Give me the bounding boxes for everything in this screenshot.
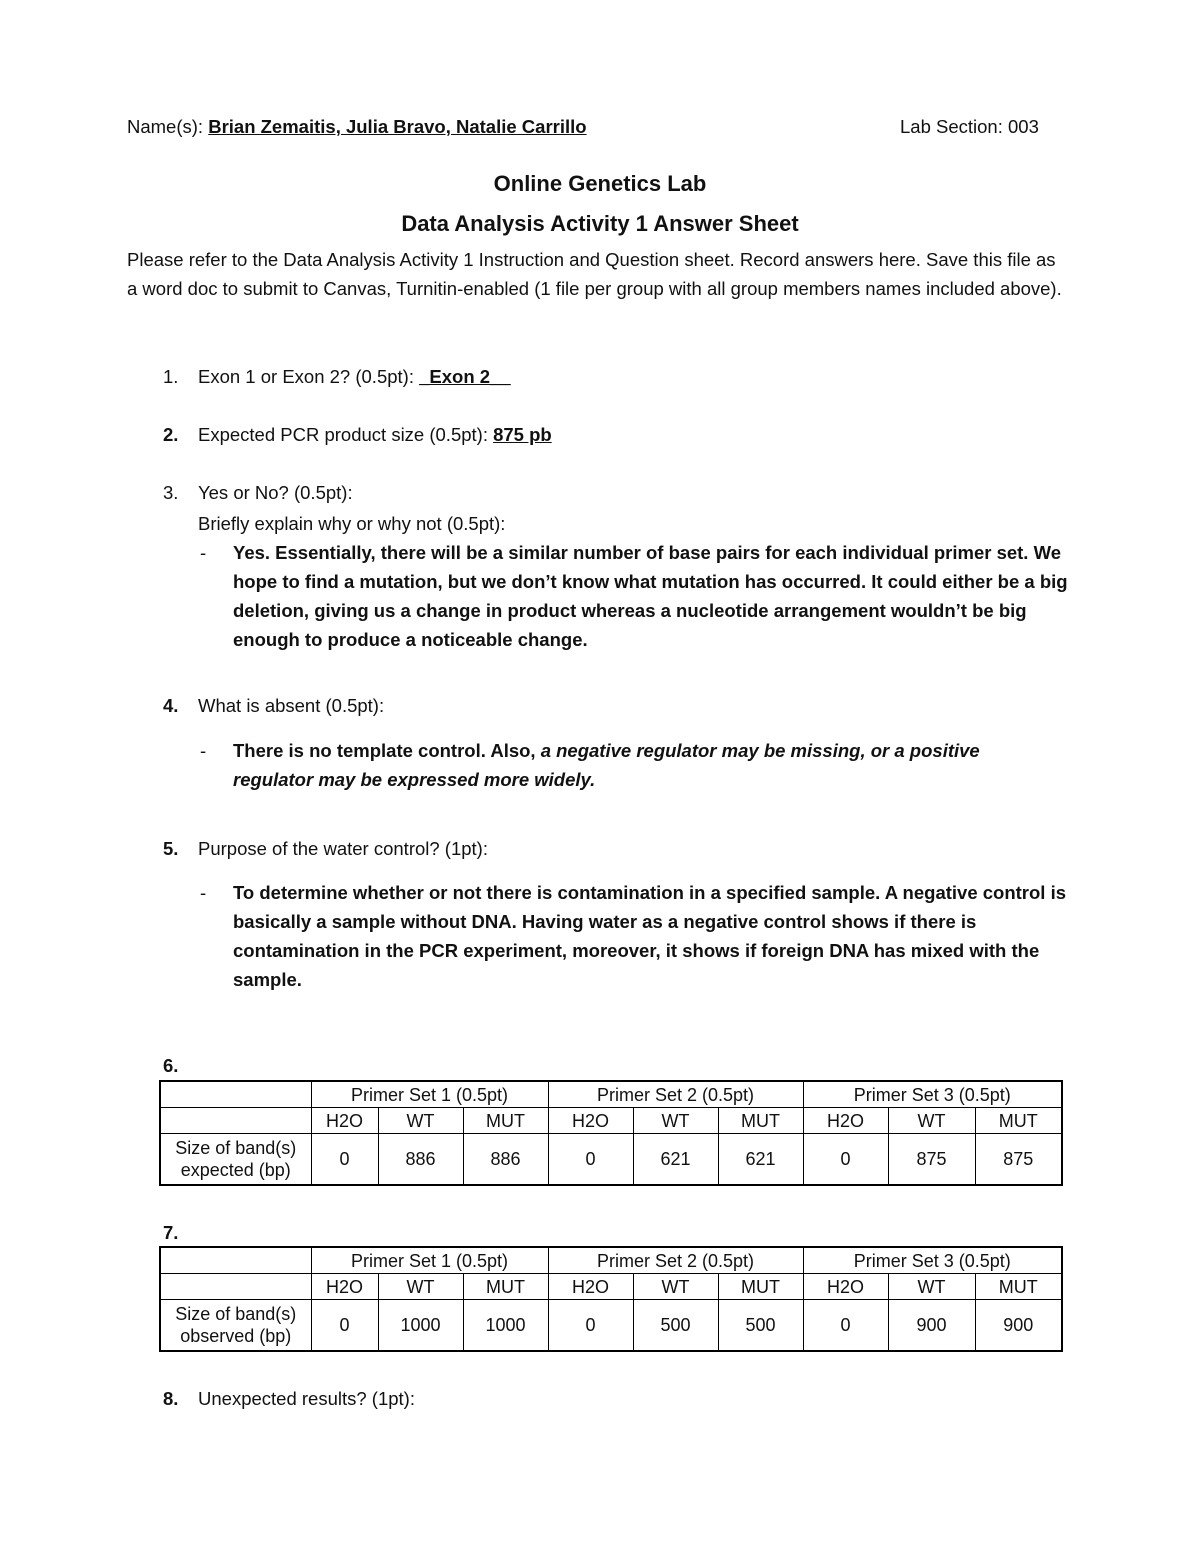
column-header: WT (633, 1108, 718, 1134)
column-header: WT (378, 1108, 463, 1134)
empty-cell (160, 1081, 311, 1108)
q1-line (198, 366, 511, 388)
q4-answer-italic: a negative regulator may be missing, or a positive regulator may be expressed more widely. (233, 740, 980, 790)
q2-answer: 875 pb (493, 424, 552, 445)
q5-number: 5. (163, 838, 179, 859)
q6-number: 6. (163, 1055, 179, 1076)
column-header: H2O (548, 1108, 633, 1134)
q3-answer: Yes. Essentially, there will be a similar number of base pairs for each individual primer set. We hope to find a mutation, but we don’t know what mutation has occurred. It could either be a big deletion, giving us a change in product whereas a nucleotide arrangement wouldn’t be big enough to produce a noticeable change. (233, 542, 1068, 650)
empty-cell (160, 1247, 311, 1274)
table-cell: 500 (718, 1300, 803, 1352)
observed-bands-table (159, 1246, 1063, 1352)
table-header-row (160, 1247, 1062, 1274)
q1-number: 1. (163, 366, 179, 387)
page-title: Online Genetics Lab (493, 171, 707, 196)
q4-dash: - (200, 740, 207, 761)
table-cell: 0 (548, 1134, 633, 1186)
primer-set-header: Primer Set 2 (0.5pt) (548, 1247, 803, 1274)
table-cell: 0 (803, 1134, 888, 1186)
q2-line (198, 424, 552, 446)
column-header: WT (888, 1108, 975, 1134)
table-cell: 900 (975, 1300, 1062, 1352)
q7-number: 7. (163, 1222, 179, 1243)
q4-prompt: What is absent (0.5pt): (198, 695, 385, 716)
q5-answer: To determine whether or not there is contamination in a specified sample. A negative control is basically a sample without DNA. Having water as a negative control shows if there is contamination in the PCR experiment, moreover, it shows if foreign DNA has mixed with the sample. (233, 882, 1067, 990)
table-cell: 1000 (378, 1300, 463, 1352)
column-header: WT (888, 1274, 975, 1300)
column-header: WT (633, 1274, 718, 1300)
names-value: Brian Zemaitis, Julia Bravo, Natalie Carrillo (208, 116, 587, 137)
q8-prompt: Unexpected results? (1pt): (198, 1388, 415, 1409)
table-cell: 900 (888, 1300, 975, 1352)
row-label: Size of band(s) observed (bp) (160, 1300, 311, 1352)
table-cell: 886 (463, 1134, 548, 1186)
table-cell: 875 (888, 1134, 975, 1186)
column-header: MUT (975, 1274, 1062, 1300)
lab-section: Lab Section: 003 (900, 116, 1039, 137)
table-cell: 1000 (463, 1300, 548, 1352)
expected-bands-table (159, 1080, 1063, 1186)
q2-prompt: Expected PCR product size (0.5pt): (198, 424, 494, 445)
q3-prompt: Yes or No? (0.5pt): (198, 482, 353, 503)
table-cell: 0 (548, 1300, 633, 1352)
q2-number: 2. (163, 424, 179, 445)
column-header: MUT (463, 1108, 548, 1134)
primer-set-header: Primer Set 1 (0.5pt) (311, 1247, 548, 1274)
page-subtitle: Data Analysis Activity 1 Answer Sheet (401, 211, 799, 236)
column-header: H2O (803, 1108, 888, 1134)
q8-number: 8. (163, 1388, 179, 1409)
q1-prompt: Exon 1 or Exon 2? (0.5pt): (198, 366, 420, 387)
table-subheader-row (160, 1274, 1062, 1300)
q3-number: 3. (163, 482, 179, 503)
primer-set-header: Primer Set 1 (0.5pt) (311, 1081, 548, 1108)
column-header: H2O (311, 1108, 378, 1134)
table-row (160, 1300, 1062, 1352)
table-row (160, 1134, 1062, 1186)
table-cell: 886 (378, 1134, 463, 1186)
q3-sub-prompt: Briefly explain why or why not (0.5pt): (198, 513, 506, 534)
table-cell: 0 (803, 1300, 888, 1352)
row-label: Size of band(s) expected (bp) (160, 1134, 311, 1186)
q5-dash: - (200, 882, 207, 903)
intro-paragraph: Please refer to the Data Analysis Activity 1 Instruction and Question sheet. Record answers here. Save this file as a word doc to submit to Canvas, Turnitin-enabled (1 file per group with all group members names included above). (127, 249, 1062, 299)
q1-answer: _Exon 2__ (419, 366, 511, 387)
q4-number: 4. (163, 695, 179, 716)
names-label: Name(s): (127, 116, 209, 137)
table-cell: 0 (311, 1134, 378, 1186)
table-cell: 0 (311, 1300, 378, 1352)
primer-set-header: Primer Set 3 (0.5pt) (803, 1081, 1062, 1108)
q4-answer (233, 736, 1033, 794)
primer-set-header: Primer Set 3 (0.5pt) (803, 1247, 1062, 1274)
q3-dash: - (200, 542, 207, 563)
primer-set-header: Primer Set 2 (0.5pt) (548, 1081, 803, 1108)
column-header: H2O (311, 1274, 378, 1300)
column-header: MUT (718, 1108, 803, 1134)
column-header: MUT (975, 1108, 1062, 1134)
table-cell: 621 (633, 1134, 718, 1186)
q4-answer-plain: There is no template control. Also, (233, 740, 541, 761)
column-header: MUT (718, 1274, 803, 1300)
column-header: H2O (803, 1274, 888, 1300)
column-header: MUT (463, 1274, 548, 1300)
table-subheader-row (160, 1108, 1062, 1134)
column-header: H2O (548, 1274, 633, 1300)
column-header: WT (378, 1274, 463, 1300)
table-cell: 621 (718, 1134, 803, 1186)
empty-cell (160, 1108, 311, 1134)
table-cell: 500 (633, 1300, 718, 1352)
table-header-row (160, 1081, 1062, 1108)
empty-cell (160, 1274, 311, 1300)
q5-prompt: Purpose of the water control? (1pt): (198, 838, 488, 859)
table-cell: 875 (975, 1134, 1062, 1186)
names-line (127, 116, 587, 138)
